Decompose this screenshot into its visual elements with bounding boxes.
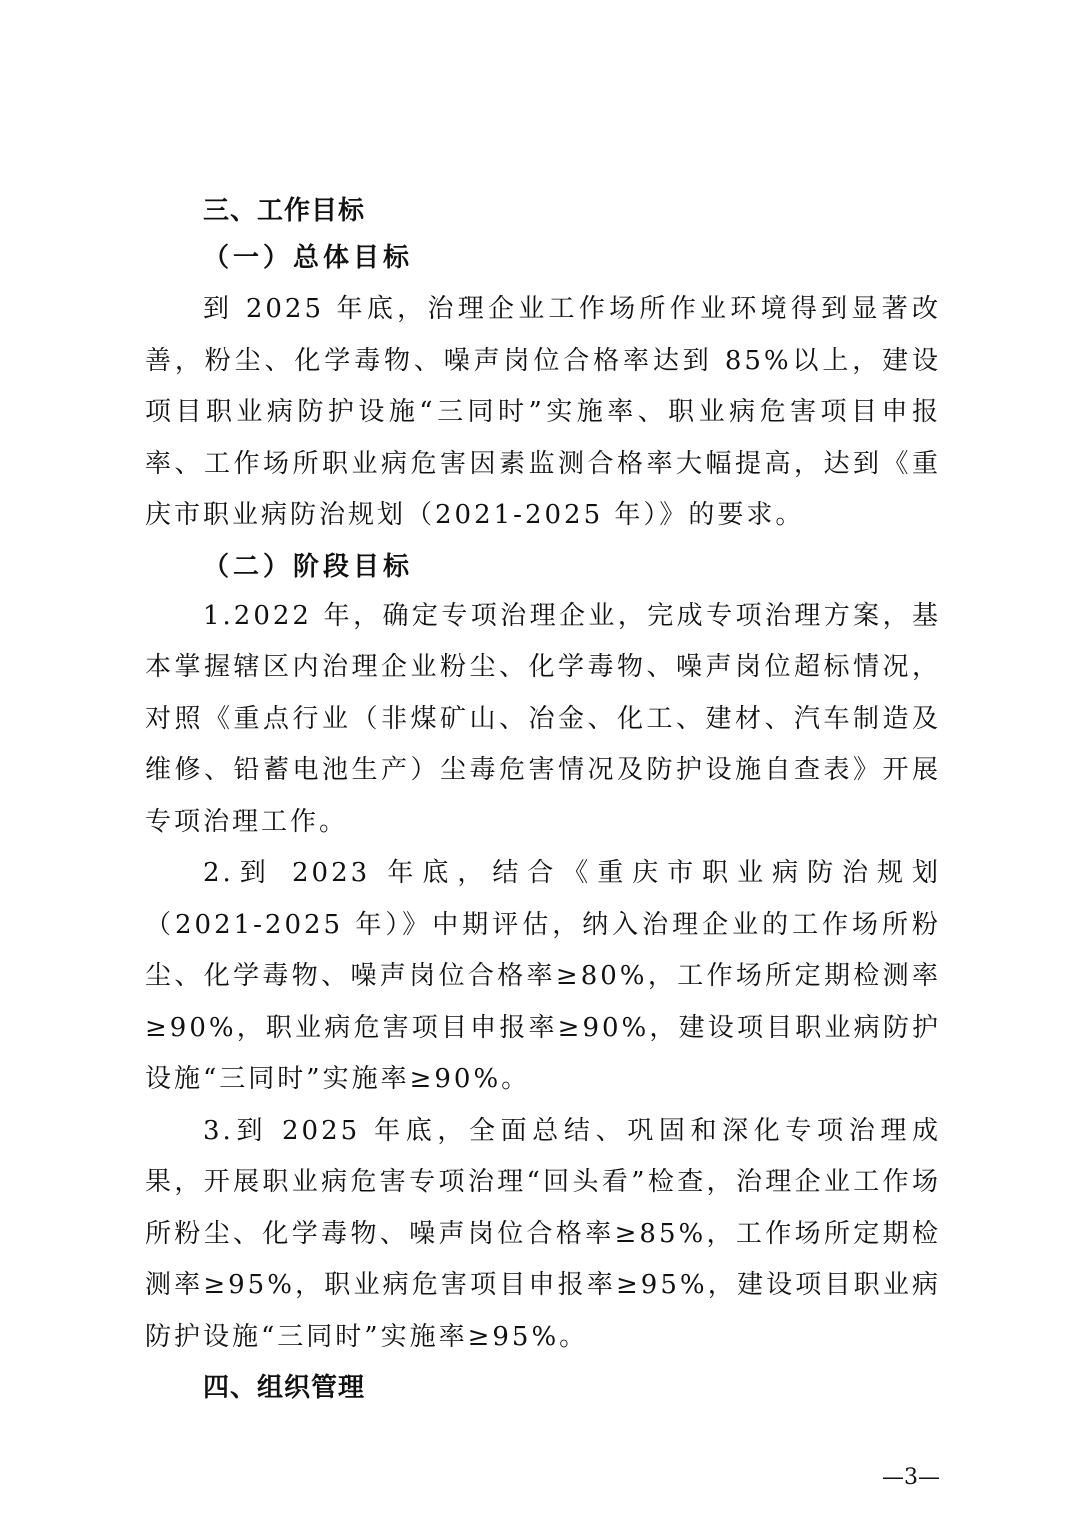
subheading-overall-goal: （一）总体目标 bbox=[203, 243, 414, 273]
paragraph-overall-goal: 到 2025 年底，治理企业工作场所作业环境得到显著改善，粉尘、化学毒物、噪声岗位合格率达到 85%以上，建设项目职业病防护设施“三同时”实施率、职业病危害项目申报率、工作场所职业病危害因素监测合格率大幅提高，达到《重庆市职业病防治规划（2021-2025 年）》的要求。 bbox=[145, 294, 941, 530]
subheading-stage-goals: （二）阶段目标 bbox=[203, 551, 414, 582]
paragraph-stage-goal-2025: 3.到 2025 年底，全面总结、巩固和深化专项治理成果，开展职业病危害专项治理“回头看”检查，治理企业工作场所粉尘、化学毒物、噪声岗位合格率≥85%，工作场所定期检测率≥95%，职业病危害项目申报率≥95%，建设项目职业病防护设施“三同时”实施率≥95%。 bbox=[145, 1115, 941, 1352]
section-heading-work-goals: 三、工作目标 bbox=[203, 196, 366, 226]
section-heading-organization-management: 四、组织管理 bbox=[203, 1373, 366, 1403]
document-body bbox=[145, 188, 941, 1412]
paragraph-stage-goal-2022: 1.2022 年，确定专项治理企业，完成专项治理方案，基本掌握辖区内治理企业粉尘、化学毒物、噪声岗位超标情况，对照《重点行业（非煤矿山、冶金、化工、建材、汽车制造及维修、铅蓄电池生产）尘毒危害情况及防护设施自查表》开展专项治理工作。 bbox=[145, 600, 941, 837]
page-number: —3— bbox=[882, 1465, 940, 1490]
paragraph-stage-goal-2023: 2.到 2023 年底，结合《重庆市职业病防治规划（2021-2025 年）》中期评估，纳入治理企业的工作场所粉尘、化学毒物、噪声岗位合格率≥80%，工作场所定期检测率≥90%，职业病危害项目申报率≥90%，建设项目职业病防护设施“三同时”实施率≥90%。 bbox=[145, 858, 941, 1094]
